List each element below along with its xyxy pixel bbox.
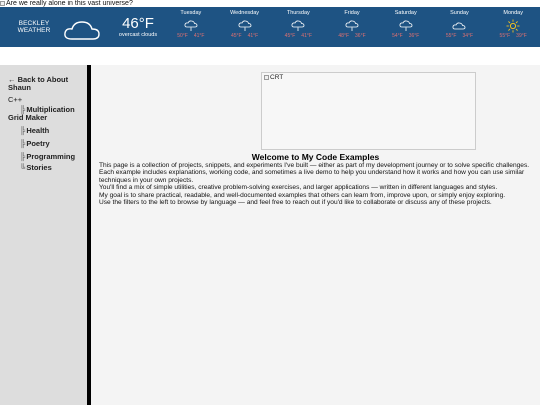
- day-low: 36°F: [408, 33, 420, 39]
- sidebar: [0, 65, 87, 405]
- tree-branch-icon: ╠: [20, 139, 26, 148]
- day-high: 48°F: [338, 33, 350, 39]
- day-low: 36°F: [355, 33, 366, 39]
- day-high: 54°F: [392, 33, 403, 39]
- current-weather: [118, 16, 158, 39]
- forecast-day: [433, 9, 487, 47]
- sidebar-item-label: Poetry: [26, 139, 50, 148]
- day-high: 55°F: [445, 33, 457, 39]
- day-name: Thursday: [286, 10, 310, 16]
- rain-cloud-icon: [379, 18, 433, 33]
- intro-paragraph: My goal is to share practical, readable, and well-documented examples that others can learn from, improve upon, or simply enjoy exploring.: [99, 191, 506, 199]
- day-low: 41°F: [301, 33, 312, 39]
- banner-image: [0, 0, 133, 7]
- sidebar-item-label: Multiplication Grid Maker: [8, 105, 75, 122]
- day-name: Tuesday: [180, 10, 202, 16]
- forecast-days: [164, 9, 540, 47]
- forecast-day: [486, 9, 540, 47]
- intro-paragraph: You'll find a mix of simple utilities, creative problem-solving exercises, and larger applications — written in different languages and styles.: [99, 184, 498, 192]
- back-to-about-link[interactable]: ← Back to About Shaun: [8, 75, 69, 92]
- intro-text: [99, 162, 531, 206]
- day-low: 41°F: [247, 33, 259, 39]
- tree-branch-icon: ╠: [20, 105, 26, 114]
- broken-image-icon: [264, 75, 269, 80]
- weather-city: BECKLEY WEATHER: [17, 20, 51, 34]
- forecast-day: [164, 9, 218, 47]
- tree-end-icon: ╚: [20, 163, 26, 172]
- intro-paragraph: Each example includes explanations, working code, and sometimes a live demo to help you understand how it works and how you can use similar techniques in your own projects.: [99, 169, 525, 184]
- forecast-day: [379, 9, 433, 47]
- tree-branch-icon: ╠: [20, 126, 26, 135]
- intro-paragraph: This page is a collection of projects, snippets, and experiments I've built — either as part of my development journey or to solve specific challenges.: [99, 162, 530, 169]
- crt-image-alt: CRT: [270, 74, 284, 81]
- sidebar-item-stories[interactable]: [20, 163, 52, 172]
- day-name: Saturday: [394, 10, 417, 16]
- rain-cloud-icon: [164, 18, 218, 33]
- day-high: 55°F: [499, 33, 511, 39]
- banner-alt-text: Are we really alone in this vast universe?: [6, 0, 133, 7]
- sidebar-item-label: Health: [26, 126, 50, 135]
- day-low: 39°F: [516, 33, 527, 39]
- sidebar-item-multiplication-grid-maker[interactable]: [8, 106, 86, 122]
- cloud-icon: [62, 19, 102, 46]
- forecast-day: [271, 9, 325, 47]
- day-low: 34°F: [462, 33, 474, 39]
- crt-image: [261, 72, 476, 150]
- day-name: Friday: [344, 10, 360, 16]
- day-high: 50°F: [177, 33, 188, 39]
- sidebar-category-cpp[interactable]: C++: [8, 95, 23, 104]
- day-name: Wednesday: [230, 10, 260, 16]
- rain-cloud-icon: [271, 18, 325, 33]
- page-title: Welcome to My Code Examples: [251, 152, 380, 162]
- sidebar-item-label: Stories: [26, 163, 52, 172]
- forecast-day: [218, 9, 272, 47]
- rain-cloud-icon: [325, 18, 379, 33]
- sun-icon: [486, 18, 540, 33]
- rain-cloud-icon: [218, 18, 272, 33]
- tree-branch-icon: ╠: [20, 152, 26, 161]
- day-low: 41°F: [193, 33, 205, 39]
- weather-widget: [0, 7, 540, 47]
- main-content: [91, 65, 540, 405]
- day-high: 45°F: [230, 33, 242, 39]
- broken-image-icon: [0, 1, 5, 6]
- sidebar-item-poetry[interactable]: [20, 139, 50, 148]
- intro-paragraph: Use the filters to the left to browse by language — and feel free to reach out if you'd like to collaborate or discuss any of these projects.: [99, 199, 492, 207]
- current-temp: 46°F: [122, 15, 154, 32]
- day-name: Sunday: [450, 10, 469, 16]
- sidebar-item-label: Programming: [26, 152, 76, 161]
- sidebar-item-programming[interactable]: [20, 152, 75, 161]
- sidebar-item-health[interactable]: [20, 126, 49, 135]
- current-desc: overcast clouds: [118, 32, 158, 38]
- cloud-icon: [433, 18, 487, 33]
- day-name: Monday: [503, 10, 523, 16]
- forecast-day: [325, 9, 379, 47]
- day-high: 45°F: [284, 33, 296, 39]
